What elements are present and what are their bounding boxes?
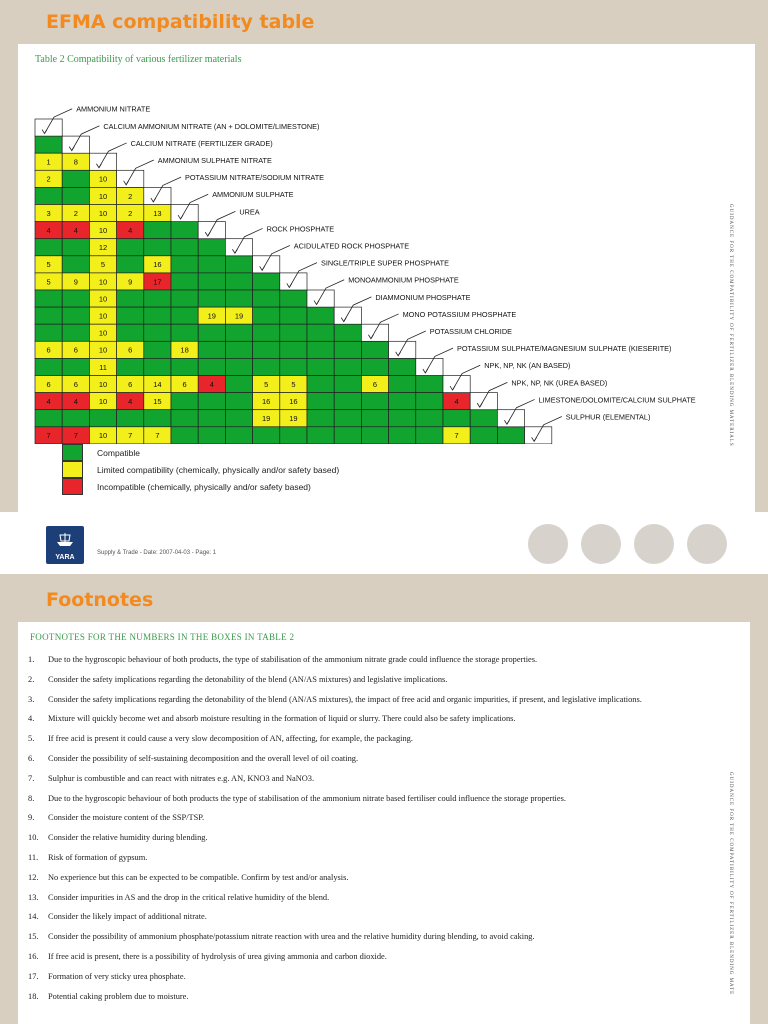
footnote-number: 17. bbox=[28, 971, 39, 981]
matrix-cell-label: 17 bbox=[153, 277, 162, 287]
footnote-text: Consider the safety implications regarding the detonability of the blend (AN/AS mixtures), the impact of free acid and organic impurities, if present, and legislative implications. bbox=[48, 694, 642, 704]
matrix-cell-label: 10 bbox=[98, 431, 108, 441]
material-label: DIAMMONIUM PHOSPHATE bbox=[375, 292, 471, 302]
matrix-cell-label: 16 bbox=[153, 260, 162, 270]
footnote-item bbox=[28, 892, 678, 903]
diagonal-cell bbox=[497, 410, 524, 427]
footnote-item bbox=[28, 852, 678, 863]
diagonal-cell bbox=[62, 136, 89, 153]
legend-swatch bbox=[62, 461, 83, 478]
matrix-cell bbox=[253, 341, 280, 358]
matrix-cell bbox=[35, 410, 62, 427]
footnote-number: 8. bbox=[28, 793, 35, 803]
footnotes-heading: FOOTNOTES FOR THE NUMBERS IN THE BOXES IN TABLE 2 bbox=[30, 632, 295, 642]
matrix-cell bbox=[144, 239, 171, 256]
matrix-cell-label: 19 bbox=[207, 311, 216, 321]
matrix-cell bbox=[171, 273, 198, 290]
matrix-cell-label: 4 bbox=[209, 379, 214, 389]
matrix-cell-label: 10 bbox=[98, 174, 108, 184]
matrix-cell-label: 11 bbox=[99, 362, 107, 372]
footnote-item bbox=[28, 654, 678, 665]
matrix-cell bbox=[171, 307, 198, 324]
matrix-cell-label: 5 bbox=[291, 379, 296, 389]
matrix-cell bbox=[334, 410, 361, 427]
diagonal-cell bbox=[35, 119, 62, 136]
matrix-cell bbox=[307, 427, 334, 444]
matrix-cell bbox=[198, 239, 225, 256]
matrix-cell-label: 6 bbox=[73, 345, 78, 355]
nav-circle-3[interactable] bbox=[634, 524, 674, 564]
matrix-cell bbox=[334, 358, 361, 375]
matrix-cell bbox=[117, 256, 144, 273]
matrix-cell bbox=[470, 410, 497, 427]
nav-circle-1[interactable] bbox=[528, 524, 568, 564]
footnote-text: If free acid is present it could cause a very slow decomposition of AN, affecting, for example, the packaging. bbox=[48, 734, 413, 744]
diagonal-cell bbox=[117, 170, 144, 187]
matrix-cell bbox=[198, 427, 225, 444]
matrix-cell-label: 9 bbox=[128, 277, 133, 287]
legend-label: Limited compatibility (chemically, physically and/or safety based) bbox=[97, 464, 340, 475]
footnote-text: Due to the hygroscopic behaviour of both products, the type of stabilisation of the ammonium nitrate grade could influence the storage properties. bbox=[48, 655, 538, 664]
matrix-cell-label: 6 bbox=[46, 345, 51, 355]
diagonal-cell bbox=[443, 376, 470, 393]
footnote-item bbox=[28, 832, 678, 843]
matrix-cell bbox=[416, 410, 443, 427]
footnote-item bbox=[28, 911, 678, 922]
matrix-cell bbox=[198, 256, 225, 273]
matrix-cell bbox=[225, 427, 252, 444]
matrix-cell bbox=[144, 222, 171, 239]
matrix-cell bbox=[62, 239, 89, 256]
material-label: AMMONIUM SULPHATE bbox=[212, 190, 294, 200]
matrix-cell-label: 19 bbox=[289, 414, 298, 424]
footnote-item bbox=[28, 674, 678, 685]
matrix-cell-label: 16 bbox=[262, 396, 271, 406]
matrix-cell-label: 5 bbox=[264, 379, 269, 389]
matrix-cell-label: 7 bbox=[46, 431, 51, 441]
matrix-cell-label: 1 bbox=[46, 157, 51, 167]
diagonal-cell bbox=[144, 187, 171, 204]
footnote-text: Formation of very sticky urea phosphate. bbox=[48, 971, 186, 981]
matrix-cell bbox=[253, 324, 280, 341]
footnote-number: 12. bbox=[28, 872, 39, 882]
matrix-cell bbox=[361, 393, 388, 410]
matrix-cell bbox=[225, 376, 252, 393]
footnote-number: 5. bbox=[28, 734, 35, 744]
matrix-cell bbox=[253, 290, 280, 307]
footnote-number: 6. bbox=[28, 753, 35, 763]
compatibility-matrix bbox=[18, 44, 755, 444]
matrix-cell bbox=[198, 410, 225, 427]
matrix-cell bbox=[171, 256, 198, 273]
matrix-cell-label: 10 bbox=[98, 225, 108, 235]
matrix-cell-label: 15 bbox=[153, 396, 162, 406]
matrix-cell bbox=[361, 358, 388, 375]
matrix-cell bbox=[334, 393, 361, 410]
legend-swatch bbox=[62, 444, 83, 461]
matrix-cell bbox=[171, 410, 198, 427]
matrix-cell-label: 10 bbox=[98, 277, 108, 287]
matrix-cell bbox=[171, 427, 198, 444]
matrix-cell bbox=[280, 307, 307, 324]
matrix-cell bbox=[253, 358, 280, 375]
legend-label: Compatible bbox=[97, 447, 140, 458]
footnote-item bbox=[28, 753, 678, 764]
matrix-cell bbox=[334, 427, 361, 444]
matrix-cell bbox=[470, 427, 497, 444]
matrix-cell-label: 13 bbox=[153, 208, 162, 218]
matrix-cell bbox=[497, 427, 524, 444]
matrix-cell bbox=[307, 393, 334, 410]
footnote-text: Consider the moisture content of the SSP/TSP. bbox=[48, 813, 205, 823]
matrix-cell bbox=[62, 256, 89, 273]
matrix-cell bbox=[171, 358, 198, 375]
footnote-number: 14. bbox=[28, 912, 39, 922]
matrix-cell bbox=[416, 393, 443, 410]
legend bbox=[62, 444, 339, 495]
matrix-cell-label: 10 bbox=[98, 345, 108, 355]
matrix-cell bbox=[225, 410, 252, 427]
diagonal-cell bbox=[416, 358, 443, 375]
matrix-cell-label: 18 bbox=[180, 345, 189, 355]
matrix-cell bbox=[307, 410, 334, 427]
diagonal-cell bbox=[389, 341, 416, 358]
footnote-text: Mixture will quickly become wet and absorb moisture resulting in the formation of liquid or slurry. There could also be safety implications. bbox=[48, 714, 516, 724]
matrix-cell bbox=[198, 393, 225, 410]
matrix-cell bbox=[307, 358, 334, 375]
matrix-cell bbox=[225, 341, 252, 358]
matrix-cell bbox=[117, 324, 144, 341]
diagonal-cell bbox=[253, 256, 280, 273]
matrix-cell-label: 14 bbox=[153, 379, 162, 389]
slide-title-footnotes: Footnotes bbox=[46, 589, 154, 611]
matrix-cell bbox=[144, 410, 171, 427]
matrix-cell bbox=[171, 222, 198, 239]
footnote-text: Consider the safety implications regarding the detonability of the blend (AN/AS mixtures) and legislative implications. bbox=[48, 674, 448, 684]
matrix-cell bbox=[280, 358, 307, 375]
matrix-cell-label: 4 bbox=[46, 396, 51, 406]
material-label: AMMONIUM NITRATE bbox=[76, 104, 151, 114]
footnote-number: 10. bbox=[28, 833, 39, 843]
footnote-item bbox=[28, 931, 678, 942]
matrix-cell bbox=[334, 376, 361, 393]
material-label: LIMESTONE/DOLOMITE/CALCIUM SULPHATE bbox=[538, 395, 696, 405]
matrix-cell-label: 4 bbox=[73, 225, 78, 235]
matrix-cell bbox=[334, 341, 361, 358]
matrix-cell bbox=[334, 324, 361, 341]
footnotes-panel bbox=[18, 622, 750, 1024]
matrix-cell bbox=[225, 256, 252, 273]
footnote-item bbox=[28, 694, 678, 705]
footnote-number: 9. bbox=[28, 813, 35, 823]
matrix-cell-label: 10 bbox=[98, 311, 108, 321]
footnote-text: Risk of formation of gypsum. bbox=[48, 852, 148, 862]
matrix-cell bbox=[171, 290, 198, 307]
matrix-cell bbox=[62, 307, 89, 324]
matrix-cell bbox=[198, 358, 225, 375]
footnote-item bbox=[28, 872, 678, 883]
footnote-text: Due to the hygroscopic behaviour of both products the type of stabilisation of the ammonium nitrate based fertiliser could influence the storage properties. bbox=[48, 793, 566, 803]
matrix-cell bbox=[35, 307, 62, 324]
diagonal-cell bbox=[280, 273, 307, 290]
logo-text: YARA bbox=[55, 554, 75, 561]
footnote-number: 15. bbox=[28, 932, 39, 942]
matrix-cell bbox=[307, 307, 334, 324]
footnote-item bbox=[28, 991, 678, 1002]
matrix-cell bbox=[62, 358, 89, 375]
matrix-cell-label: 9 bbox=[73, 277, 78, 287]
matrix-cell bbox=[144, 307, 171, 324]
matrix-cell bbox=[443, 410, 470, 427]
diagonal-cell bbox=[171, 205, 198, 222]
matrix-cell bbox=[62, 290, 89, 307]
side-text-2: GUIDANCE FOR THE COMPATIBILITY OF FERTILIZER BLENDING MATE bbox=[728, 772, 733, 996]
matrix-cell bbox=[35, 358, 62, 375]
matrix-cell-label: 4 bbox=[73, 396, 78, 406]
material-label: POTASSIUM SULPHATE/MAGNESIUM SULPHATE (KIESERITE) bbox=[457, 344, 672, 354]
material-label: NPK, NP, NK (AN BASED) bbox=[484, 361, 571, 371]
material-label: POTASSIUM CHLORIDE bbox=[429, 327, 512, 337]
material-label: SINGLE/TRIPLE SUPER PHOSPHATE bbox=[321, 258, 449, 268]
footnote-text: If free acid is present, there is a possibility of hydrolysis of urea giving ammonia and carbon dioxide. bbox=[48, 951, 387, 961]
matrix-cell-label: 5 bbox=[46, 260, 51, 270]
matrix-cell-label: 7 bbox=[73, 431, 78, 441]
yara-logo bbox=[46, 526, 84, 564]
matrix-cell bbox=[361, 427, 388, 444]
matrix-cell bbox=[416, 376, 443, 393]
matrix-cell-label: 12 bbox=[98, 243, 108, 253]
diagonal-cell bbox=[525, 427, 552, 444]
footnote-text: Consider the possibility of ammonium phosphate/potassium nitrate reaction with urea and the relative humidity during blending, to avoid caking. bbox=[48, 932, 535, 942]
matrix-cell bbox=[171, 239, 198, 256]
material-label: NPK, NP, NK (UREA BASED) bbox=[511, 378, 608, 388]
matrix-cell-label: 19 bbox=[262, 414, 271, 424]
material-label: ACIDULATED ROCK PHOSPHATE bbox=[293, 241, 410, 251]
diagonal-cell bbox=[334, 307, 361, 324]
footnotes-list bbox=[28, 654, 678, 1010]
matrix-cell-label: 7 bbox=[128, 431, 133, 441]
matrix-cell-label: 19 bbox=[234, 311, 244, 321]
matrix-cell bbox=[389, 376, 416, 393]
matrix-cell bbox=[307, 376, 334, 393]
matrix-cell-label: 10 bbox=[98, 208, 108, 218]
diagonal-cell bbox=[225, 239, 252, 256]
matrix-cell bbox=[171, 393, 198, 410]
nav-circle-4[interactable] bbox=[687, 524, 727, 564]
matrix-cell bbox=[62, 324, 89, 341]
footnote-number: 2. bbox=[28, 674, 35, 684]
matrix-cell-label: 7 bbox=[454, 431, 459, 441]
legend-label: Incompatible (chemically, physically and/or safety based) bbox=[97, 481, 311, 492]
footnote-item bbox=[28, 773, 678, 784]
matrix-cell bbox=[198, 273, 225, 290]
footnote-text: Consider the relative humidity during blending. bbox=[48, 833, 208, 843]
matrix-cell bbox=[416, 427, 443, 444]
footnote-item bbox=[28, 951, 678, 962]
matrix-cell bbox=[144, 358, 171, 375]
side-text: GUIDANCE FOR THE COMPATIBILITY OF FERTILIZER BLENDING MATERIALS bbox=[728, 204, 733, 447]
matrix-cell bbox=[389, 410, 416, 427]
footer-info: Supply & Trade - Date: 2007-04-03 - Page: 1 bbox=[97, 550, 217, 556]
matrix-cell-label: 4 bbox=[454, 396, 459, 406]
footnote-item bbox=[28, 971, 678, 982]
matrix-cell bbox=[253, 427, 280, 444]
matrix-cell bbox=[117, 358, 144, 375]
matrix-cell-label: 3 bbox=[46, 208, 51, 218]
compatibility-table-panel bbox=[18, 44, 755, 512]
legend-row bbox=[62, 444, 339, 461]
matrix-cell bbox=[62, 170, 89, 187]
matrix-cell-label: 2 bbox=[46, 174, 51, 184]
matrix-cell-label: 2 bbox=[73, 208, 78, 218]
matrix-cell bbox=[225, 393, 252, 410]
matrix-cell-label: 10 bbox=[98, 294, 108, 304]
material-label: AMMONIUM SULPHATE NITRATE bbox=[157, 156, 272, 166]
matrix-cell bbox=[307, 324, 334, 341]
matrix-cell-label: 6 bbox=[128, 345, 133, 355]
matrix-cell-label: 10 bbox=[98, 379, 108, 389]
matrix-cell bbox=[117, 290, 144, 307]
matrix-cell bbox=[144, 290, 171, 307]
matrix-cell bbox=[280, 341, 307, 358]
matrix-cell bbox=[225, 290, 252, 307]
matrix-cell bbox=[144, 341, 171, 358]
diagonal-cell bbox=[470, 393, 497, 410]
footnote-text: Consider the likely impact of additional nitrate. bbox=[48, 912, 207, 922]
matrix-cell-label: 10 bbox=[98, 328, 108, 338]
matrix-cell bbox=[35, 290, 62, 307]
matrix-cell-label: 6 bbox=[372, 379, 378, 389]
matrix-cell bbox=[198, 324, 225, 341]
diagonal-cell bbox=[198, 222, 225, 239]
material-label: ROCK PHOSPHATE bbox=[266, 224, 335, 234]
matrix-cell bbox=[198, 341, 225, 358]
matrix-cell-label: 6 bbox=[128, 379, 133, 389]
matrix-cell bbox=[389, 393, 416, 410]
footnote-number: 1. bbox=[28, 655, 35, 664]
matrix-cell-label: 6 bbox=[182, 379, 187, 389]
matrix-cell bbox=[62, 187, 89, 204]
matrix-cell bbox=[35, 187, 62, 204]
footnote-text: No experience but this can be expected to be compatible. Confirm by test and/or analysis. bbox=[48, 872, 349, 882]
matrix-cell bbox=[307, 341, 334, 358]
matrix-cell bbox=[253, 307, 280, 324]
matrix-cell bbox=[35, 324, 62, 341]
matrix-cell bbox=[198, 290, 225, 307]
legend-row bbox=[62, 461, 339, 478]
matrix-cell bbox=[225, 358, 252, 375]
matrix-cell bbox=[62, 410, 89, 427]
matrix-cell-label: 7 bbox=[155, 431, 160, 441]
matrix-cell bbox=[171, 324, 198, 341]
matrix-cell bbox=[280, 324, 307, 341]
matrix-cell-label: 16 bbox=[289, 396, 298, 406]
material-label: CALCIUM NITRATE (FERTILIZER GRADE) bbox=[130, 138, 273, 148]
matrix-cell bbox=[117, 239, 144, 256]
table-title: Table 2 Compatibility of various fertilizer materials bbox=[35, 54, 242, 65]
footnote-number: 18. bbox=[28, 991, 39, 1001]
footnote-item bbox=[28, 733, 678, 744]
nav-circle-2[interactable] bbox=[581, 524, 621, 564]
matrix-cell bbox=[35, 136, 62, 153]
matrix-cell bbox=[389, 358, 416, 375]
matrix-cell-label: 5 bbox=[46, 277, 51, 287]
matrix-cell bbox=[280, 427, 307, 444]
legend-swatch bbox=[62, 478, 83, 495]
matrix-cell bbox=[117, 307, 144, 324]
diagonal-cell bbox=[89, 153, 116, 170]
matrix-cell-label: 6 bbox=[73, 379, 78, 389]
matrix-cell-label: 8 bbox=[73, 157, 78, 167]
footnote-item bbox=[28, 713, 678, 724]
matrix-cell-label: 10 bbox=[98, 396, 108, 406]
matrix-cell bbox=[253, 273, 280, 290]
footnote-number: 4. bbox=[28, 714, 35, 724]
matrix-cell bbox=[225, 324, 252, 341]
footnote-item bbox=[28, 793, 678, 804]
footnote-text: Potential caking problem due to moisture. bbox=[48, 991, 189, 1001]
material-label: SULPHUR (ELEMENTAL) bbox=[565, 412, 651, 422]
viking-ship-icon bbox=[55, 531, 75, 549]
footnote-number: 3. bbox=[28, 694, 35, 704]
matrix-cell-label: 2 bbox=[128, 191, 133, 201]
footnote-text: Sulphur is combustible and can react with nitrates e.g. AN, KNO3 and NaNO3. bbox=[48, 773, 315, 783]
footnote-text: Consider the possibility of self-sustaining decomposition and the overall level of oil coating. bbox=[48, 753, 359, 763]
footnote-number: 13. bbox=[28, 892, 39, 902]
matrix-cell-label: 4 bbox=[128, 396, 133, 406]
matrix-cell-label: 4 bbox=[46, 225, 51, 235]
material-label: UREA bbox=[239, 207, 260, 217]
material-label: MONOAMMONIUM PHOSPHATE bbox=[348, 275, 459, 285]
footnote-number: 7. bbox=[28, 773, 35, 783]
matrix-cell bbox=[280, 290, 307, 307]
matrix-cell bbox=[89, 410, 116, 427]
matrix-cell bbox=[35, 239, 62, 256]
footnote-item bbox=[28, 812, 678, 823]
matrix-cell bbox=[117, 410, 144, 427]
matrix-cell bbox=[361, 341, 388, 358]
footnote-number: 11. bbox=[28, 852, 39, 862]
material-label: CALCIUM AMMONIUM NITRATE (AN + DOLOMITE/LIMESTONE) bbox=[103, 121, 320, 131]
matrix-cell-label: 6 bbox=[46, 379, 51, 389]
matrix-cell bbox=[225, 273, 252, 290]
matrix-cell bbox=[144, 324, 171, 341]
legend-row bbox=[62, 478, 339, 495]
matrix-cell-label: 2 bbox=[128, 208, 133, 218]
diagonal-cell bbox=[307, 290, 334, 307]
matrix-cell bbox=[361, 410, 388, 427]
matrix-cell-label: 10 bbox=[98, 191, 108, 201]
matrix-cell-label: 5 bbox=[100, 260, 106, 270]
diagonal-cell bbox=[361, 324, 388, 341]
footnote-text: Consider impurities in AS and the drop in the critical relative humidity of the blend. bbox=[48, 892, 330, 902]
material-label: POTASSIUM NITRATE/SODIUM NITRATE bbox=[185, 173, 325, 183]
footnote-number: 16. bbox=[28, 951, 39, 961]
matrix-cell bbox=[389, 427, 416, 444]
slide-title-compatibility: EFMA compatibility table bbox=[46, 11, 315, 33]
matrix-cell-label: 4 bbox=[128, 225, 133, 235]
material-label: MONO POTASSIUM PHOSPHATE bbox=[402, 309, 517, 319]
